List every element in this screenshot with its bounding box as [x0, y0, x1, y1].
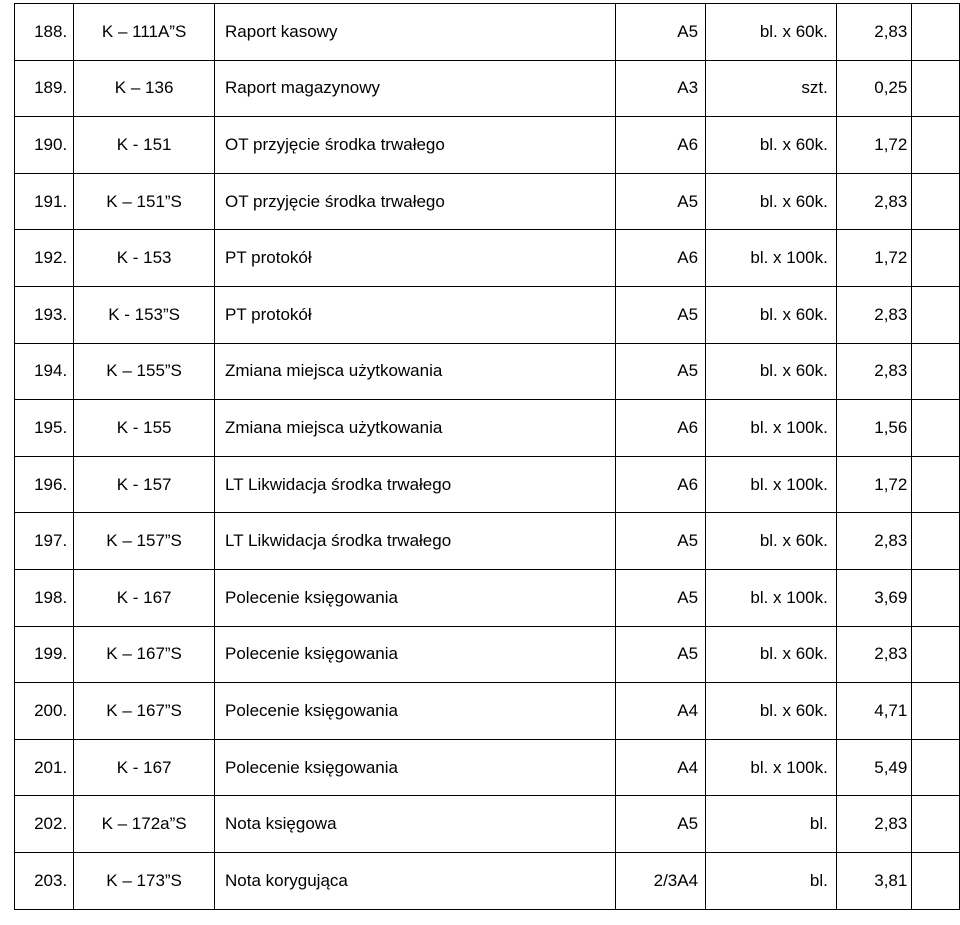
paper-format-cell: A5 [615, 796, 705, 853]
table-row [15, 739, 960, 796]
form-name-cell: OT przyjęcie środka trwałego [215, 173, 616, 230]
form-code-cell: K – 151”S [74, 173, 215, 230]
price-cell: 2,83 [836, 173, 911, 230]
empty-cell [912, 117, 960, 174]
row-number-cell: 194. [15, 343, 74, 400]
table-row [15, 569, 960, 626]
table-row [15, 60, 960, 117]
form-name-cell: Polecenie księgowania [215, 739, 616, 796]
table-row [15, 400, 960, 457]
price-cell: 2,83 [836, 343, 911, 400]
row-number-cell: 195. [15, 400, 74, 457]
unit-cell: bl. [706, 852, 837, 909]
table-row [15, 230, 960, 287]
unit-cell: bl. x 60k. [706, 626, 837, 683]
table-row [15, 852, 960, 909]
paper-format-cell: A6 [615, 117, 705, 174]
empty-cell [912, 852, 960, 909]
forms-price-table [14, 3, 960, 910]
unit-cell: bl. x 60k. [706, 343, 837, 400]
form-name-cell: Raport magazynowy [215, 60, 616, 117]
empty-cell [912, 456, 960, 513]
form-code-cell: K - 155 [74, 400, 215, 457]
form-name-cell: OT przyjęcie środka trwałego [215, 117, 616, 174]
table-row [15, 343, 960, 400]
price-cell: 5,49 [836, 739, 911, 796]
form-code-cell: K - 151 [74, 117, 215, 174]
paper-format-cell: A4 [615, 683, 705, 740]
unit-cell: bl. x 100k. [706, 569, 837, 626]
form-code-cell: K - 153”S [74, 286, 215, 343]
price-cell: 1,72 [836, 456, 911, 513]
row-number-cell: 192. [15, 230, 74, 287]
table-row [15, 117, 960, 174]
form-name-cell: PT protokół [215, 286, 616, 343]
empty-cell [912, 683, 960, 740]
unit-cell: bl. x 100k. [706, 739, 837, 796]
unit-cell: bl. x 60k. [706, 173, 837, 230]
row-number-cell: 199. [15, 626, 74, 683]
price-cell: 1,56 [836, 400, 911, 457]
unit-cell: bl. [706, 796, 837, 853]
empty-cell [912, 60, 960, 117]
row-number-cell: 197. [15, 513, 74, 570]
form-name-cell: PT protokół [215, 230, 616, 287]
row-number-cell: 193. [15, 286, 74, 343]
paper-format-cell: A5 [615, 569, 705, 626]
form-code-cell: K – 167”S [74, 626, 215, 683]
row-number-cell: 196. [15, 456, 74, 513]
unit-cell: bl. x 100k. [706, 456, 837, 513]
table-row [15, 173, 960, 230]
form-code-cell: K - 167 [74, 739, 215, 796]
unit-cell: bl. x 60k. [706, 286, 837, 343]
price-cell: 3,69 [836, 569, 911, 626]
price-cell: 2,83 [836, 4, 911, 61]
paper-format-cell: A3 [615, 60, 705, 117]
empty-cell [912, 230, 960, 287]
form-name-cell: Polecenie księgowania [215, 569, 616, 626]
form-name-cell: LT Likwidacja środka trwałego [215, 513, 616, 570]
table-row [15, 796, 960, 853]
paper-format-cell: A6 [615, 456, 705, 513]
form-code-cell: K – 136 [74, 60, 215, 117]
price-cell: 2,83 [836, 626, 911, 683]
row-number-cell: 190. [15, 117, 74, 174]
table-body [15, 4, 960, 910]
row-number-cell: 191. [15, 173, 74, 230]
row-number-cell: 202. [15, 796, 74, 853]
unit-cell: bl. x 60k. [706, 513, 837, 570]
unit-cell: szt. [706, 60, 837, 117]
price-cell: 2,83 [836, 513, 911, 570]
form-name-cell: Zmiana miejsca użytkowania [215, 343, 616, 400]
empty-cell [912, 173, 960, 230]
empty-cell [912, 569, 960, 626]
empty-cell [912, 739, 960, 796]
price-cell: 1,72 [836, 230, 911, 287]
row-number-cell: 189. [15, 60, 74, 117]
unit-cell: bl. x 100k. [706, 400, 837, 457]
paper-format-cell: A6 [615, 400, 705, 457]
form-code-cell: K – 172a”S [74, 796, 215, 853]
unit-cell: bl. x 60k. [706, 683, 837, 740]
form-code-cell: K – 111A”S [74, 4, 215, 61]
row-number-cell: 201. [15, 739, 74, 796]
row-number-cell: 203. [15, 852, 74, 909]
unit-cell: bl. x 100k. [706, 230, 837, 287]
paper-format-cell: A4 [615, 739, 705, 796]
form-code-cell: K – 155”S [74, 343, 215, 400]
table-row [15, 513, 960, 570]
table-row [15, 456, 960, 513]
paper-format-cell: A5 [615, 626, 705, 683]
form-name-cell: Nota księgowa [215, 796, 616, 853]
empty-cell [912, 4, 960, 61]
unit-cell: bl. x 60k. [706, 117, 837, 174]
form-name-cell: Nota korygująca [215, 852, 616, 909]
form-name-cell: Polecenie księgowania [215, 626, 616, 683]
form-code-cell: K – 157”S [74, 513, 215, 570]
form-code-cell: K - 157 [74, 456, 215, 513]
paper-format-cell: A5 [615, 286, 705, 343]
form-name-cell: LT Likwidacja środka trwałego [215, 456, 616, 513]
price-cell: 4,71 [836, 683, 911, 740]
table-row [15, 4, 960, 61]
paper-format-cell: 2/3A4 [615, 852, 705, 909]
table-row [15, 286, 960, 343]
price-cell: 1,72 [836, 117, 911, 174]
price-cell: 3,81 [836, 852, 911, 909]
form-name-cell: Zmiana miejsca użytkowania [215, 400, 616, 457]
price-cell: 0,25 [836, 60, 911, 117]
empty-cell [912, 796, 960, 853]
paper-format-cell: A5 [615, 513, 705, 570]
form-name-cell: Polecenie księgowania [215, 683, 616, 740]
form-code-cell: K – 173”S [74, 852, 215, 909]
paper-format-cell: A6 [615, 230, 705, 287]
empty-cell [912, 626, 960, 683]
price-cell: 2,83 [836, 796, 911, 853]
table-row [15, 626, 960, 683]
table-row [15, 683, 960, 740]
form-code-cell: K - 153 [74, 230, 215, 287]
paper-format-cell: A5 [615, 173, 705, 230]
unit-cell: bl. x 60k. [706, 4, 837, 61]
form-name-cell: Raport kasowy [215, 4, 616, 61]
paper-format-cell: A5 [615, 4, 705, 61]
row-number-cell: 188. [15, 4, 74, 61]
empty-cell [912, 343, 960, 400]
row-number-cell: 200. [15, 683, 74, 740]
paper-format-cell: A5 [615, 343, 705, 400]
empty-cell [912, 513, 960, 570]
price-cell: 2,83 [836, 286, 911, 343]
empty-cell [912, 286, 960, 343]
row-number-cell: 198. [15, 569, 74, 626]
form-code-cell: K – 167”S [74, 683, 215, 740]
empty-cell [912, 400, 960, 457]
form-code-cell: K - 167 [74, 569, 215, 626]
